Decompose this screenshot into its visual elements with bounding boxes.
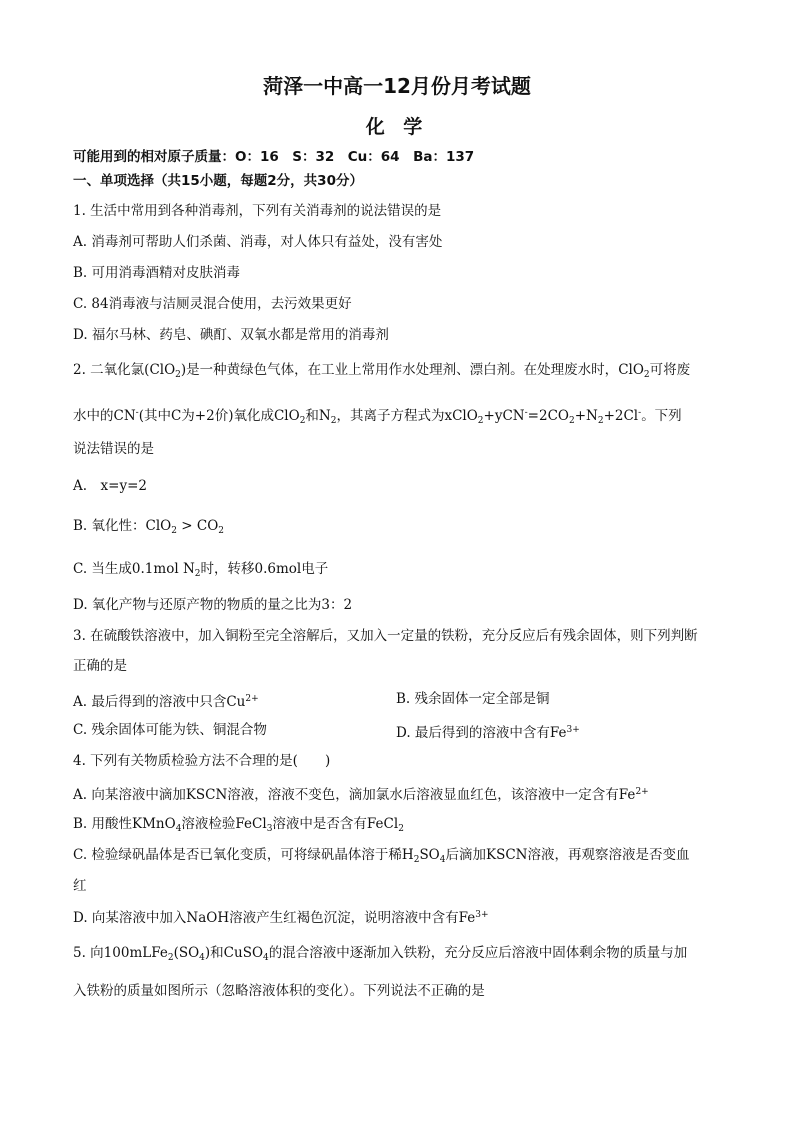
- q3-option-c: C. 残余固体可能为铁、铜混合物: [73, 722, 267, 738]
- q2-option-a: A. x=y=2: [73, 478, 147, 494]
- q2-stem-line-3: 说法错误的是: [73, 441, 154, 457]
- section-heading: 一、单项选择（共15小题，每题2分，共30分）: [73, 173, 363, 189]
- q2-option-d: D. 氧化产物与还原产物的物质的量之比为3：2: [73, 597, 353, 613]
- q3-stem-line-1: 3. 在硫酸铁溶液中，加入铜粉至完全溶解后，又加入一定量的铁粉，充分反应后有残余固体，则下列判断: [73, 628, 698, 644]
- q1-option-a: A. 消毒剂可帮助人们杀菌、消毒，对人体只有益处，没有害处: [73, 234, 443, 250]
- q1-option-b: B. 可用消毒酒精对皮肤消毒: [73, 265, 241, 281]
- q2-option-b: B. 氧化性：$ClO_2 > CO_2$: [73, 518, 224, 536]
- q4-option-c: C. 检验绿矾晶体是否已氧化变质，可将绿矾晶体溶于稀$H_2SO_4$后滴加KSCN溶液，再观察溶液是否变血: [73, 847, 690, 865]
- atomic-masses-line: 可能用到的相对原子质量：O：16 S：32 Cu：64 Ba：137: [73, 149, 475, 165]
- q4-option-c-cont: 红: [73, 878, 87, 894]
- q1-option-c: C. 84消毒液与洁厕灵混合使用，去污效果更好: [73, 296, 352, 312]
- q2-option-c: C. 当生成0.1mol $N_2$时，转移0.6mol电子: [73, 561, 329, 579]
- q4-option-d: D. 向某溶液中加入NaOH溶液产生红褐色沉淀，说明溶液中含有$Fe^{3+}$: [73, 910, 489, 926]
- q3-stem-line-2: 正确的是: [73, 658, 127, 674]
- page-title: 菏泽一中高一12月份月考试题: [263, 74, 531, 98]
- q3-option-d: D. 最后得到的溶液中含有$Fe^{3+}$: [396, 725, 580, 741]
- q5-stem-line-2: 入铁粉的质量如图所示（忽略溶液体积的变化）。下列说法不正确的是: [73, 983, 485, 999]
- q1-stem: 1. 生活中常用到各种消毒剂，下列有关消毒剂的说法错误的是: [73, 203, 442, 219]
- q4-option-a: A. 向某溶液中滴加KSCN溶液，溶液不变色，滴加氯水后溶液显血红色，该溶液中一定含有$Fe^{2+}$: [73, 787, 649, 803]
- q5-stem-line-1: 5. 向$100mLFe_2(SO_4)$和CuSO$_4$的混合溶液中逐渐加入铁粉，充分反应后溶液中固体剩余物的质量与加: [73, 945, 688, 963]
- q4-stem: 4. 下列有关物质检验方法不合理的是( ): [73, 753, 331, 769]
- q2-stem-line-1: 2. 二氧化氯(ClO$_2$)是一种黄绿色气体，在工业上常用作水处理剂、漂白剂。在处理废水时，ClO$_2$可将废: [73, 362, 691, 380]
- q3-option-b: B. 残余固体一定全部是铜: [396, 691, 550, 707]
- q4-option-b: B. 用酸性KMnO$_4$溶液检验FeCl$_3$溶液中是否含有FeCl$_2$: [73, 816, 404, 834]
- q1-option-d: D. 福尔马林、药皂、碘酊、双氧水都是常用的消毒剂: [73, 327, 389, 343]
- q2-stem-line-2: 水中的CN-(其中C为+2价)氧化成ClO$_2$和$N_2$，其离子方程式为$xClO_2+yCN^-=2CO_2+N_2+2Cl^-$。下列: [73, 408, 682, 426]
- subject-title: 化 学: [365, 116, 429, 138]
- q3-option-a: A. 最后得到的溶液中只含$Cu^{2+}$: [73, 694, 259, 710]
